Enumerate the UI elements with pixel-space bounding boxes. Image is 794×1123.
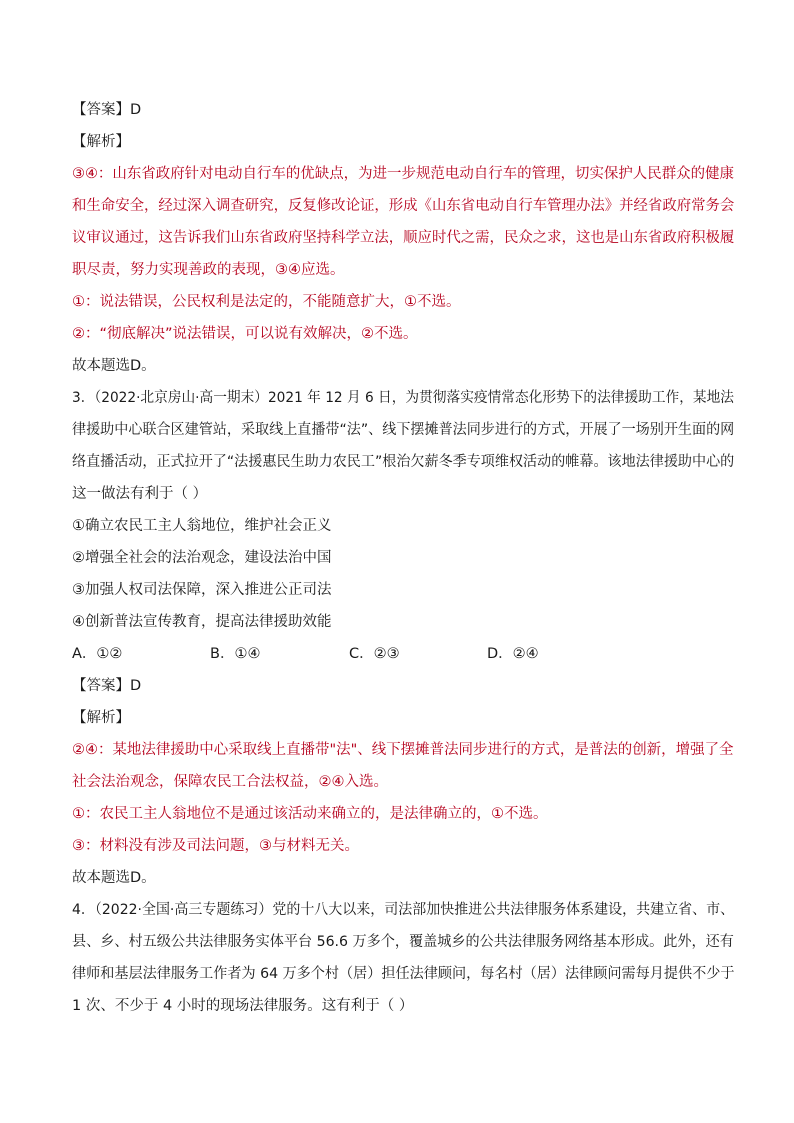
statement-item: ①确立农民工主人翁地位，维护社会正义: [72, 518, 332, 534]
question-stem: 4．（2022·全国·高三专题练习）党的十八大以来，司法部加快推进公共法律服务体系建设，共建立省、市、: [72, 902, 735, 918]
question-stem: 县、乡、村五级公共法律服务实体平台 56.6 万多个，覆盖城乡的公共法律服务网络基本形成。此外，还有: [72, 934, 734, 950]
conclusion-line: 故本题选D。: [72, 870, 156, 886]
choice-d: D．②④: [487, 646, 539, 662]
statement-item: ②增强全社会的法治观念，建设法治中国: [72, 550, 332, 566]
analysis-heading: 【解析】: [72, 710, 130, 726]
analysis-line: ②④：某地法律援助中心采取线上直播带"法"、线下摆摊普法同步进行的方式，是普法的创新，增强了全: [72, 742, 734, 758]
question-stem: 这一做法有利于（ ）: [72, 486, 208, 502]
analysis-line: ③④：山东省政府针对电动自行车的优缺点，为进一步规范电动自行车的管理，切实保护人民群众的健康: [72, 166, 735, 182]
question-stem: 1 次、不少于 4 小时的现场法律服务。这有利于（ ）: [72, 998, 414, 1014]
analysis-line: 社会法治观念，保障农民工合法权益，②④入选。: [72, 774, 388, 790]
question-stem: 络直播活动，正式拉开了“法援惠民生助力农民工”根治欠薪冬季专项维权活动的帷幕。该地法律援助中心的: [72, 454, 735, 470]
choice-b: B．①④: [210, 646, 261, 662]
analysis-line: 和生命安全，经过深入调查研究，反复修改论证，形成《山东省电动自行车管理办法》并经省政府常务会: [72, 198, 735, 214]
question-stem: 律师和基层法律服务工作者为 64 万多个村（居）担任法律顾问，每名村（居）法律顾问需每月提供不少于: [72, 966, 735, 982]
analysis-heading: 【解析】: [72, 134, 130, 150]
question-stem: 3．（2022·北京房山·高一期末）2021 年 12 月 6 日，为贯彻落实疫情常态化形势下的法律援助工作，某地法: [72, 390, 734, 406]
analysis-line: ②：“彻底解决”说法错误，可以说有效解决，②不选。: [72, 326, 418, 342]
statement-item: ③加强人权司法保障，深入推进公正司法: [72, 582, 332, 598]
choice-c: C．②③: [349, 646, 400, 662]
conclusion-line: 故本题选D。: [72, 358, 156, 374]
analysis-line: ①：说法错误，公民权利是法定的，不能随意扩大，①不选。: [72, 294, 461, 310]
choice-a: A．①②: [72, 646, 123, 662]
statement-item: ④创新普法宣传教育，提高法律援助效能: [72, 614, 332, 630]
answer-label: 【答案】D: [72, 678, 142, 694]
answer-label: 【答案】D: [72, 102, 142, 118]
analysis-line: ③：材料没有涉及司法问题，③与材料无关。: [72, 838, 359, 854]
analysis-line: 议审议通过，这告诉我们山东省政府坚持科学立法，顺应时代之需，民众之求，这也是山东省政府积极履: [72, 230, 735, 246]
analysis-line: ①：农民工主人翁地位不是通过该活动来确立的，是法律确立的，①不选。: [72, 806, 548, 822]
analysis-line: 职尽责，努力实现善政的表现，③④应选。: [72, 262, 345, 278]
question-stem: 律援助中心联合区建管站，采取线上直播带“法”、线下摆摊普法同步进行的方式，开展了一场别开生面的网: [72, 422, 735, 438]
